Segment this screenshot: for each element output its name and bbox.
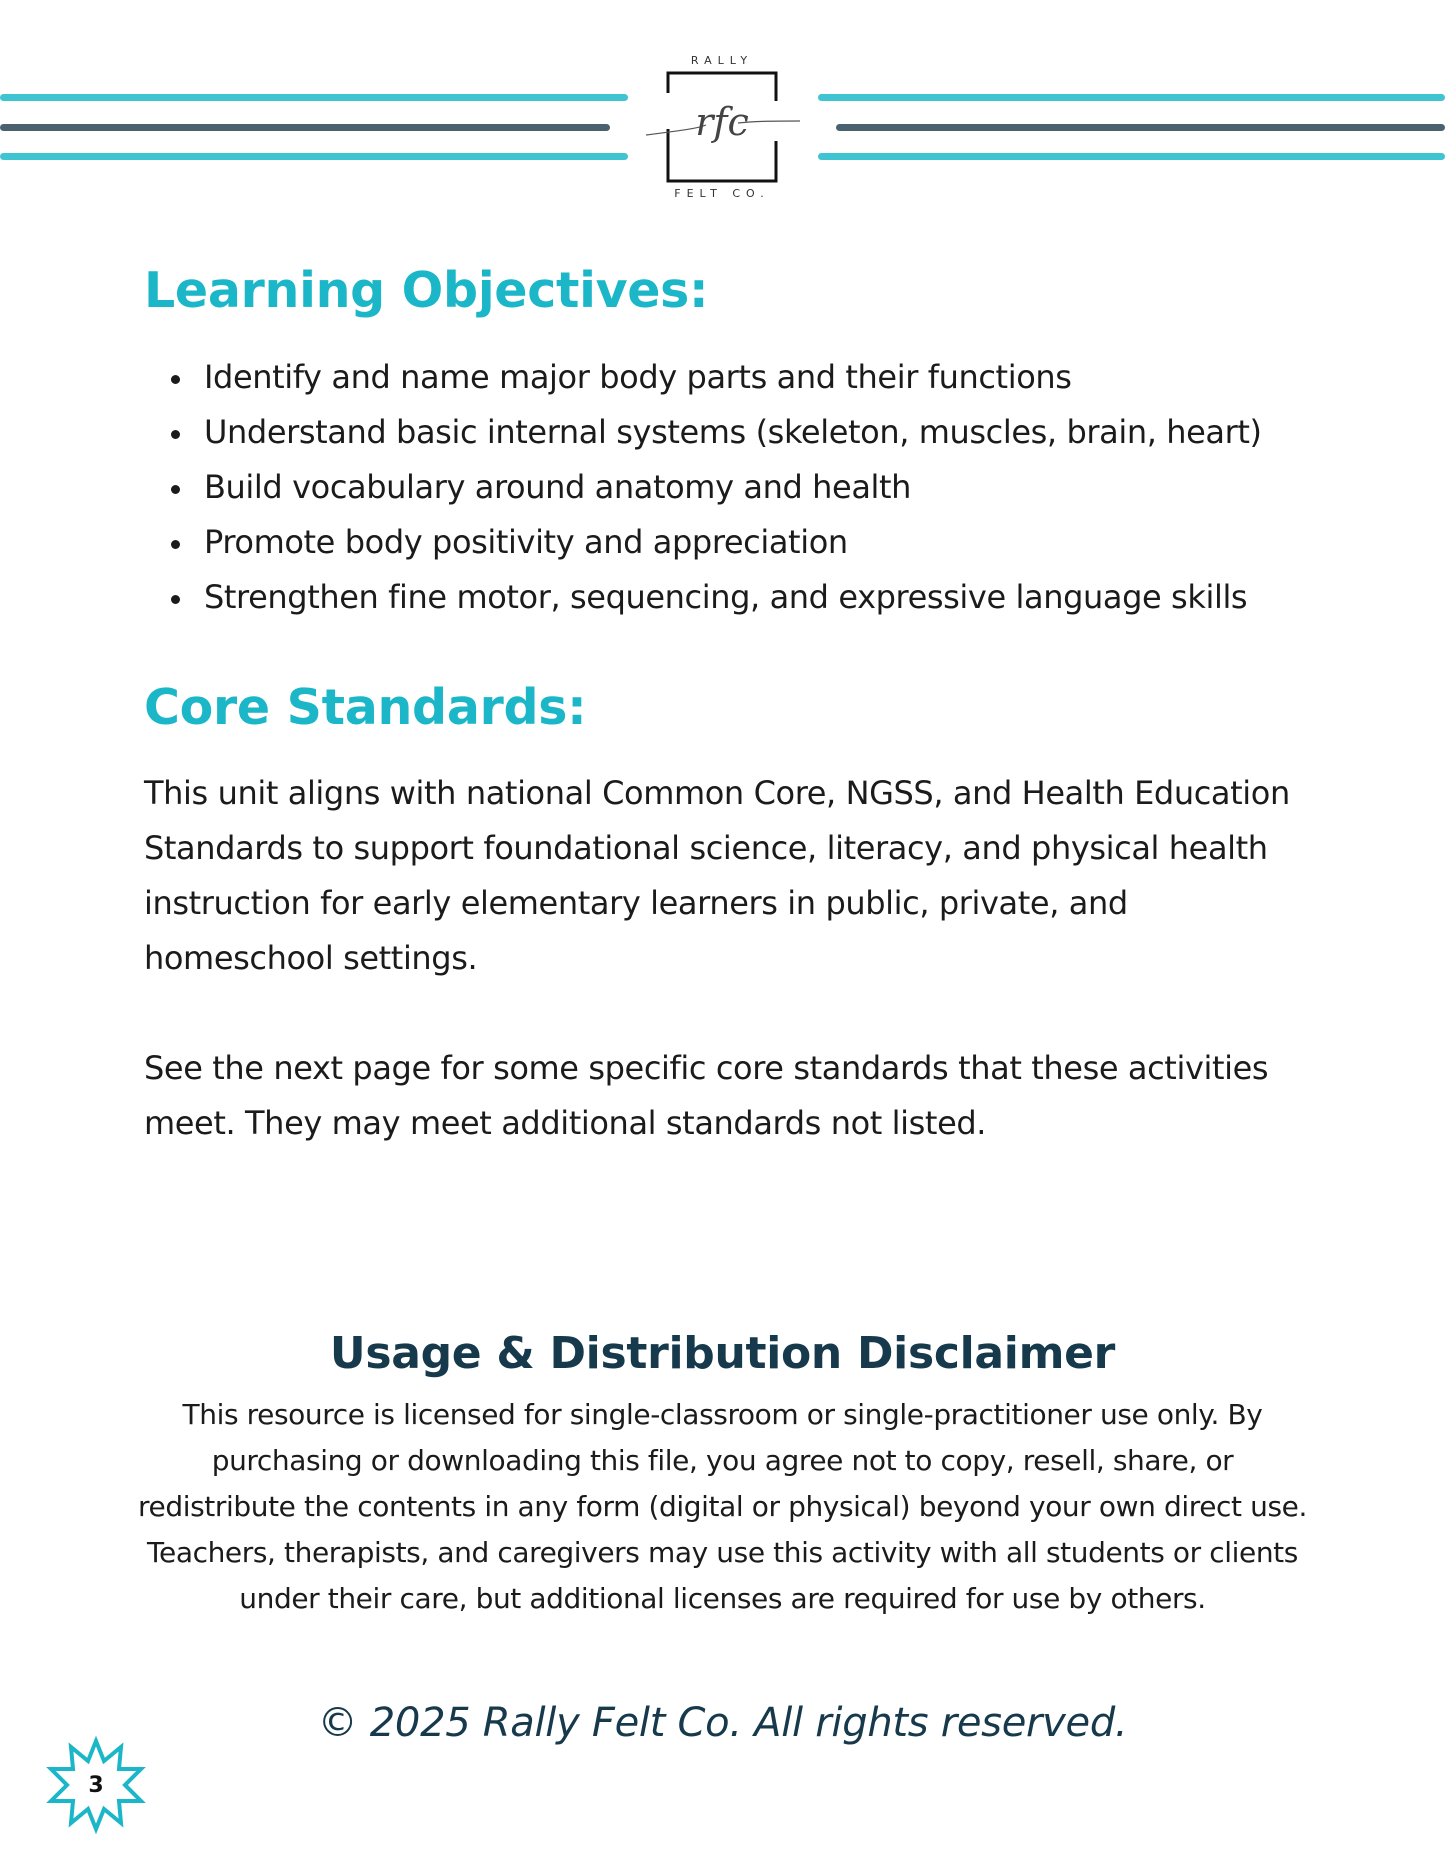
disclaimer-title: Usage & Distribution Disclaimer <box>329 1328 1116 1379</box>
list-item: Build vocabulary around anatomy and health <box>164 460 1262 515</box>
header-line-slate-right <box>836 124 1445 131</box>
learning-objectives-heading: Learning Objectives: <box>144 262 709 319</box>
learning-objectives-list <box>164 350 1262 625</box>
list-item: Promote body positivity and appreciation <box>164 515 1262 570</box>
core-standards-next-page-note: See the next page for some specific core standards that these activities meet. They may meet additional standards not listed. <box>144 1049 1269 1142</box>
disclaimer-body: This resource is licensed for single-classroom or single-practitioner use only. By purchasing or downloading this file, you agree not to copy, resell, share, or redistribute the contents in any form (digital or physical) beyond your own direct use. Teachers, therapists, and caregivers may use this activity with all students or clients under their care, but additional licenses are required for use by others. <box>138 1398 1307 1615</box>
header-line-teal-left-bottom <box>0 153 628 160</box>
header-line-teal-right-bottom <box>818 153 1445 160</box>
core-standards-paragraph: This unit aligns with national Common Core, NGSS, and Health Education Standards to support foundational science, literacy, and physical health instruction for early elementary learners in public, private, and homeschool settings. <box>144 774 1290 977</box>
copyright-notice: © 2025 Rally Felt Co. All rights reserved. <box>317 1700 1128 1746</box>
logo-bottom-text: FELT CO. <box>674 187 770 200</box>
page-number: 3 <box>88 1772 104 1798</box>
logo-frame-icon <box>666 71 778 183</box>
list-item: Identify and name major body parts and their functions <box>164 350 1262 405</box>
header-line-teal-right-top <box>818 94 1445 101</box>
list-item: Understand basic internal systems (skeleton, muscles, brain, heart) <box>164 405 1262 460</box>
header-line-slate-left <box>0 124 610 131</box>
page-number-badge <box>46 1735 146 1835</box>
rally-felt-logo <box>666 71 778 183</box>
header-line-teal-left-top <box>0 94 628 101</box>
svg-text:rfc: rfc <box>695 100 749 144</box>
list-item: Strengthen fine motor, sequencing, and expressive language skills <box>164 570 1262 625</box>
logo-top-text: RALLY <box>690 54 754 67</box>
core-standards-heading: Core Standards: <box>144 679 587 736</box>
